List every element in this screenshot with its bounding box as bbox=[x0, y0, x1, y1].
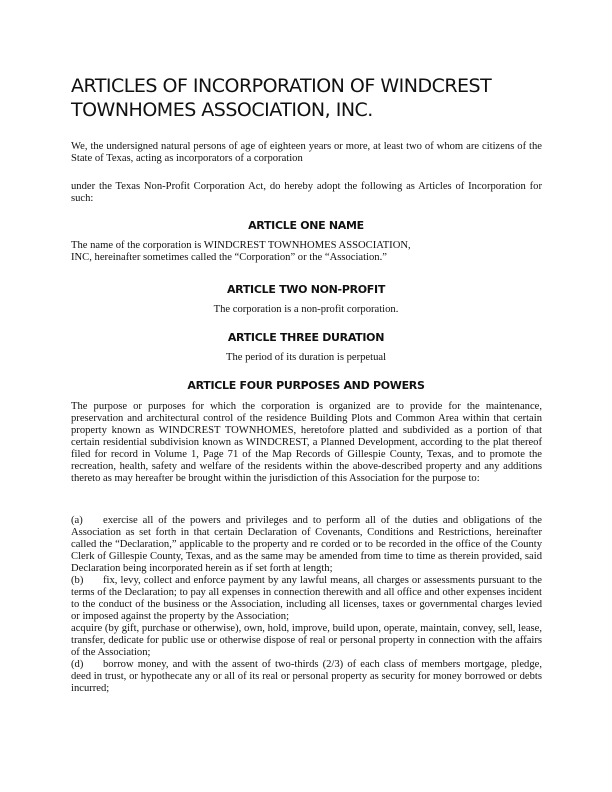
clause-a bbox=[71, 515, 542, 575]
clause-d bbox=[71, 659, 542, 695]
clause-b-label: (b) bbox=[71, 575, 84, 586]
article-one-text bbox=[71, 240, 542, 264]
article-one-heading: ARTICLE ONE NAME bbox=[248, 219, 364, 232]
article-four-purpose: The purpose or purposes for which the corporation is organized are to provide for the maintenance, preservation and architectural control of the residence Building Plots and Common Area within that certain property known as WINDCREST TOWNHOMES, heretofore platted and subdivided as a portion of that certain residential subdivision known as WINDCREST, a Planned Development, according to the plat thereof filed for record in Volume 1, Page 71 of the Map Records of Gillespie County, Texas, and to promote the recreation, health, safety and welfare of the residents within the above-described property and any additions thereto as may hereafter be brought within the jurisdiction of this Association for the purpose to: bbox=[71, 401, 542, 484]
article-four-heading: ARTICLE FOUR PURPOSES AND POWERS bbox=[187, 379, 425, 392]
clause-d-label: (d) bbox=[71, 659, 84, 670]
clause-b-text: fix, levy, collect and enforce payment by any lawful means, all charges or assessments pursuant to the terms of the Declaration; to pay all expenses in connection therewith and all office and other expenses incident to the conduct of the business or the Association, including all licenses, taxes or governmental charges levied or imposed against the property by the Association; bbox=[71, 575, 542, 622]
article-two-text: The corporation is a non-profit corporation. bbox=[213, 304, 399, 315]
clause-b bbox=[71, 575, 542, 623]
title-line-2: TOWNHOMES ASSOCIATION, INC. bbox=[71, 99, 373, 121]
article-four-clauses bbox=[71, 515, 542, 695]
intro-paragraph-2: under the Texas Non-Profit Corporation Act, do hereby adopt the following as Articles of Incorporation for such: bbox=[71, 181, 542, 204]
article-one-line-1: The name of the corporation is WINDCREST TOWNHOMES ASSOCIATION, bbox=[71, 240, 411, 251]
clause-d-text: borrow money, and with the assent of two-thirds (2/3) of each class of members mortgage, pledge, deed in trust, or hypothecate any or all of its real or personal property as security for money borrowed or debts incurred; bbox=[71, 659, 542, 694]
clause-c-text: acquire (by gift, purchase or otherwise), own, hold, improve, build upon, operate, maintain, convey, sell, lease, transfer, dedicate for public use or otherwise dispose of real or personal property in connection with the affairs of the Association; bbox=[71, 623, 542, 658]
clause-a-label: (a) bbox=[71, 515, 83, 526]
clause-c bbox=[71, 623, 542, 659]
title-line-1: ARTICLES OF INCORPORATION OF WINDCREST bbox=[71, 75, 492, 97]
intro-paragraph-1: We, the undersigned natural persons of age of eighteen years or more, at least two of whom are citizens of the State of Texas, acting as incorporators of a corporation bbox=[71, 141, 542, 164]
document-title bbox=[71, 74, 551, 122]
article-one-line-2: INC, hereinafter sometimes called the “Corporation” or the “Association.” bbox=[71, 252, 387, 263]
article-three-heading: ARTICLE THREE DURATION bbox=[227, 331, 385, 344]
article-three-text: The period of its duration is perpetual bbox=[225, 352, 387, 363]
clause-a-text: exercise all of the powers and privileges and to perform all of the duties and obligations of the Association as set forth in that certain Declaration of Covenants, Conditions and Restrictions, hereinafter called the “Declaration,” applicable to the property and re corded or to be recorded in the office of the County Clerk of Gillespie County, Texas, and as the same may be amended from time to time as therein provided, said Declaration being incorporated herein as if set forth at length; bbox=[71, 515, 542, 574]
article-two-heading: ARTICLE TWO NON-PROFIT bbox=[226, 283, 386, 296]
